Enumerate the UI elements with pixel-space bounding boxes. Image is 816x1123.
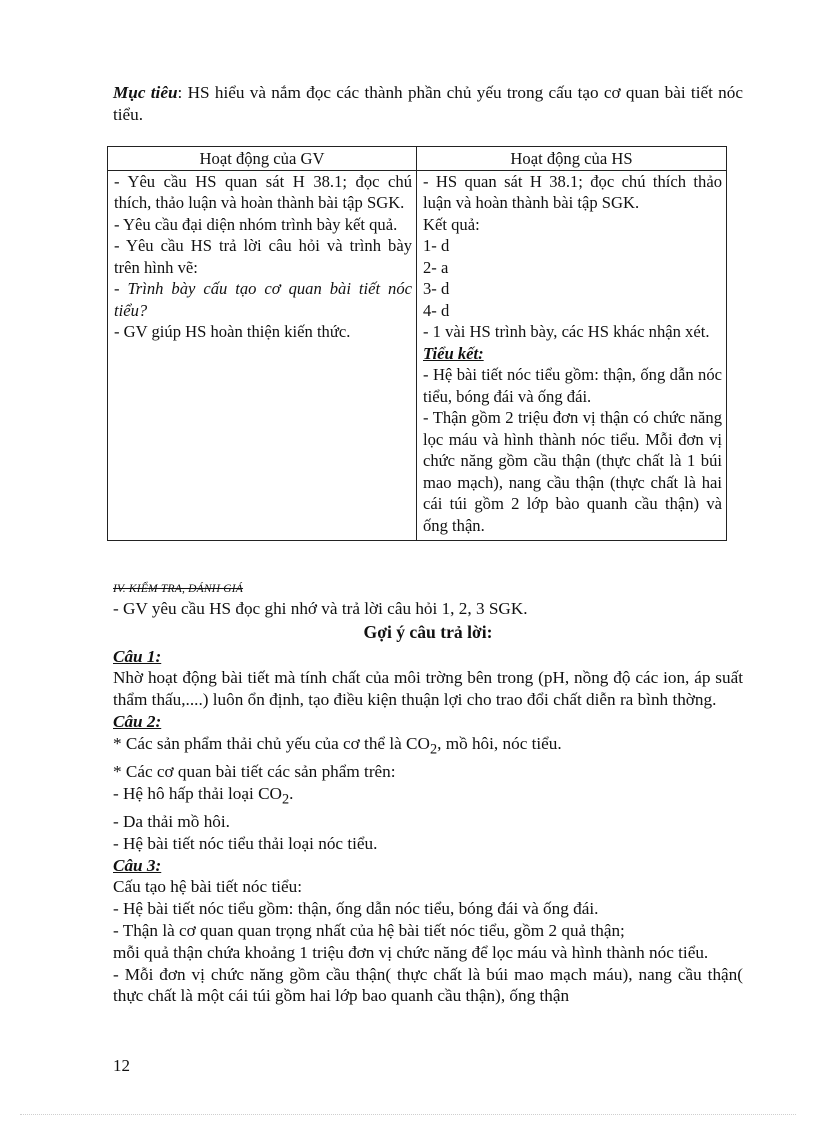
- answer-3-line: mỗi quả thận chứa khoảng 1 triệu đơn vị chức năng để lọc máu và hình thành nóc tiểu.: [113, 942, 709, 962]
- answers-title: Gợi ý câu trả lời:: [363, 621, 493, 642]
- footer-divider: [20, 1114, 796, 1115]
- assessment-section: [113, 598, 743, 1007]
- question-1-label: Câu 1:: [113, 646, 162, 666]
- hs-summary-line: - Hệ bài tiết nóc tiểu gồm: thận, ống dẫn nóc tiểu, bóng đái và ống đái.: [423, 365, 722, 406]
- answer-3-line: - Hệ bài tiết nóc tiểu gồm: thận, ống dẫn nóc tiểu, bóng đái và ống đái.: [113, 899, 599, 919]
- objective-label: Mục tiêu: [113, 83, 178, 102]
- answer-2-line: - Hệ bài tiết nóc tiểu thải loại nóc tiểu.: [113, 833, 378, 853]
- hs-result-line: 1- d: [423, 236, 450, 255]
- gv-line: - Yêu cầu HS trả lời câu hỏi và trình bày trên hình vẽ:: [114, 236, 412, 277]
- gv-line: - Yêu cầu đại diện nhóm trình bày kết quả.: [114, 214, 398, 234]
- hs-result-line: 2- a: [423, 257, 449, 277]
- answer-3-line: - Thận là cơ quan quan trọng nhất của hệ bài tiết nóc tiểu, gồm 2 quả thận;: [113, 921, 625, 941]
- hs-summary-line: - Thận gồm 2 triệu đơn vị thận có chức năng lọc máu và hình thành nóc tiểu. Mỗi đơn vị chức năng gồm cầu thận (thực chất là 1 búi mao mạch), nang cầu thận (thực chất là hai cái túi gồm 2 lớp bào quanh cầu thận) và ống thận.: [423, 408, 722, 535]
- answer-3-line: - Mỗi đơn vị chức năng gồm cầu thận( thực chất là búi mao mạch máu), nang cầu thận( thực chất là một cái túi gồm hai lớp bao quanh cầu thận), ống thận: [113, 964, 743, 1006]
- answer-1-text: Nhờ hoạt động bài tiết mà tính chất của môi trờng bên trong (pH, nồng độ các ion, áp suất thẩm thấu,....) luôn ổn định, tạo điều kiện thuận lợi cho trao đổi chất diễn ra bình thờng.: [113, 668, 743, 710]
- header-gv: Hoạt động của GV: [108, 147, 417, 171]
- answer-2-line1-text: * Các sản phẩm thải chủ yếu của cơ thể là CO: [113, 733, 430, 753]
- answer-2-line3-suffix: .: [289, 783, 294, 803]
- header-hs: Hoạt động của HS: [417, 147, 727, 171]
- table-header-row: [108, 147, 727, 171]
- hs-line: - HS quan sát H 38.1; đọc chú thích thảo luận và hoàn thành bài tập SGK.: [423, 171, 722, 212]
- hs-activities-cell: [417, 170, 727, 541]
- section-title: IV. KIỂM TRA, ĐÁNH GIÁ: [113, 583, 244, 595]
- hs-line: - 1 vài HS trình bày, các HS khác nhận xét.: [423, 322, 710, 341]
- gv-line: - Yêu cầu HS quan sát H 38.1; đọc chú thích, thảo luận và hoàn thành bài tập SGK.: [114, 171, 412, 212]
- answer-2-line: [113, 733, 743, 761]
- intro-line: - GV yêu cầu HS đọc ghi nhớ và trả lời câu hỏi 1, 2, 3 SGK.: [113, 599, 528, 618]
- gv-activities-cell: [108, 170, 417, 541]
- hs-line: Kết quả:: [423, 214, 480, 234]
- answer-2-line: - Da thải mồ hôi.: [113, 812, 230, 832]
- answer-2-line1-suffix: , mồ hôi, nóc tiểu.: [437, 733, 562, 753]
- question-2-label: Câu 2:: [113, 711, 162, 731]
- hs-result-line: 3- d: [423, 279, 450, 298]
- hs-result-line: 4- d: [423, 300, 450, 320]
- page-number: 12: [113, 1056, 130, 1075]
- summary-heading: Tiểu kết:: [423, 343, 484, 363]
- answer-3-line: Cấu tạo hệ bài tiết nóc tiểu:: [113, 877, 303, 897]
- activity-table: [107, 146, 727, 541]
- objective-paragraph: [113, 82, 743, 126]
- table-body-row: [108, 170, 727, 541]
- gv-question-line: - Trình bày cấu tạo cơ quan bài tiết nóc tiểu?: [114, 279, 412, 320]
- subscript: 2: [281, 791, 290, 808]
- answer-2-line: [113, 783, 743, 811]
- answer-2-line: * Các cơ quan bài tiết các sản phẩm trên:: [113, 762, 396, 782]
- gv-line: - GV giúp HS hoàn thiện kiến thức.: [114, 322, 351, 341]
- subscript: 2: [429, 741, 438, 758]
- answer-2-line3-text: - Hệ hô hấp thải loại CO: [113, 783, 282, 803]
- question-3-label: Câu 3:: [113, 855, 162, 875]
- objective-text: : HS hiểu và nắm đọc các thành phần chủ yếu trong cấu tạo cơ quan bài tiết nóc tiểu.: [113, 83, 743, 124]
